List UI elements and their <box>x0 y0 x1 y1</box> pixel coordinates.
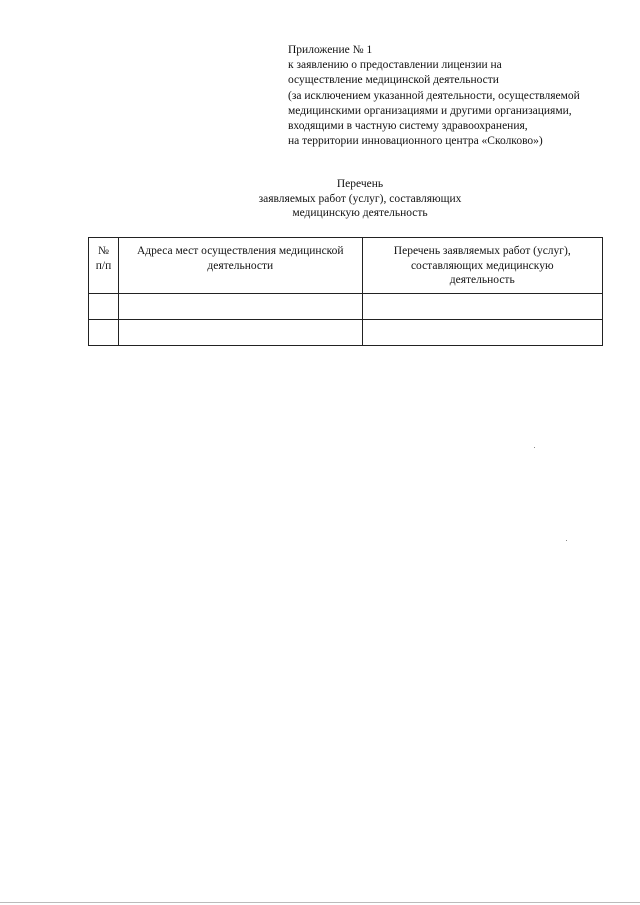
table-cell-number <box>89 294 119 320</box>
header-services <box>362 238 602 294</box>
table-cell-address <box>119 320 362 346</box>
services-table <box>88 237 603 346</box>
header-text: Перечень заявляемых работ (услуг), <box>393 245 571 257</box>
header-text: п/п <box>95 259 112 272</box>
title-line: медицинскую деятельность <box>292 207 428 219</box>
appendix-line: медицинскими организациями и другими организациями, <box>288 104 572 117</box>
appendix-line: на территории инновационного центра «Сколково») <box>288 135 543 148</box>
table-cell-services <box>362 320 602 346</box>
table-cell-number <box>89 320 119 346</box>
title-line: заявляемых работ (услуг), составляющих <box>258 192 462 205</box>
table-cell-services <box>362 294 602 320</box>
table-row <box>89 294 603 320</box>
header-text: деятельности <box>207 259 274 272</box>
appendix-line: (за исключением указанной деятельности, осуществляемой <box>288 89 580 102</box>
appendix-line: Приложение № 1 <box>288 44 373 56</box>
document-title <box>160 177 560 221</box>
header-number <box>89 238 119 294</box>
header-addresses <box>119 238 362 294</box>
header-text: № <box>98 245 110 257</box>
appendix-header <box>288 43 628 149</box>
scan-speck <box>566 540 567 541</box>
header-text: составляющих медицинскую <box>410 259 554 272</box>
header-text: Адреса мест осуществления медицинской <box>136 245 344 257</box>
scan-edge-line <box>0 902 640 903</box>
scan-speck <box>534 447 535 448</box>
appendix-line: входящими в частную систему здравоохранения, <box>288 120 528 133</box>
title-line: Перечень <box>336 178 384 190</box>
table-row <box>89 320 603 346</box>
appendix-line: к заявлению о предоставлении лицензии на <box>288 59 502 72</box>
table-header-row <box>89 238 603 294</box>
header-text: деятельность <box>449 274 515 286</box>
appendix-line: осуществление медицинской деятельности <box>288 74 499 87</box>
table-cell-address <box>119 294 362 320</box>
